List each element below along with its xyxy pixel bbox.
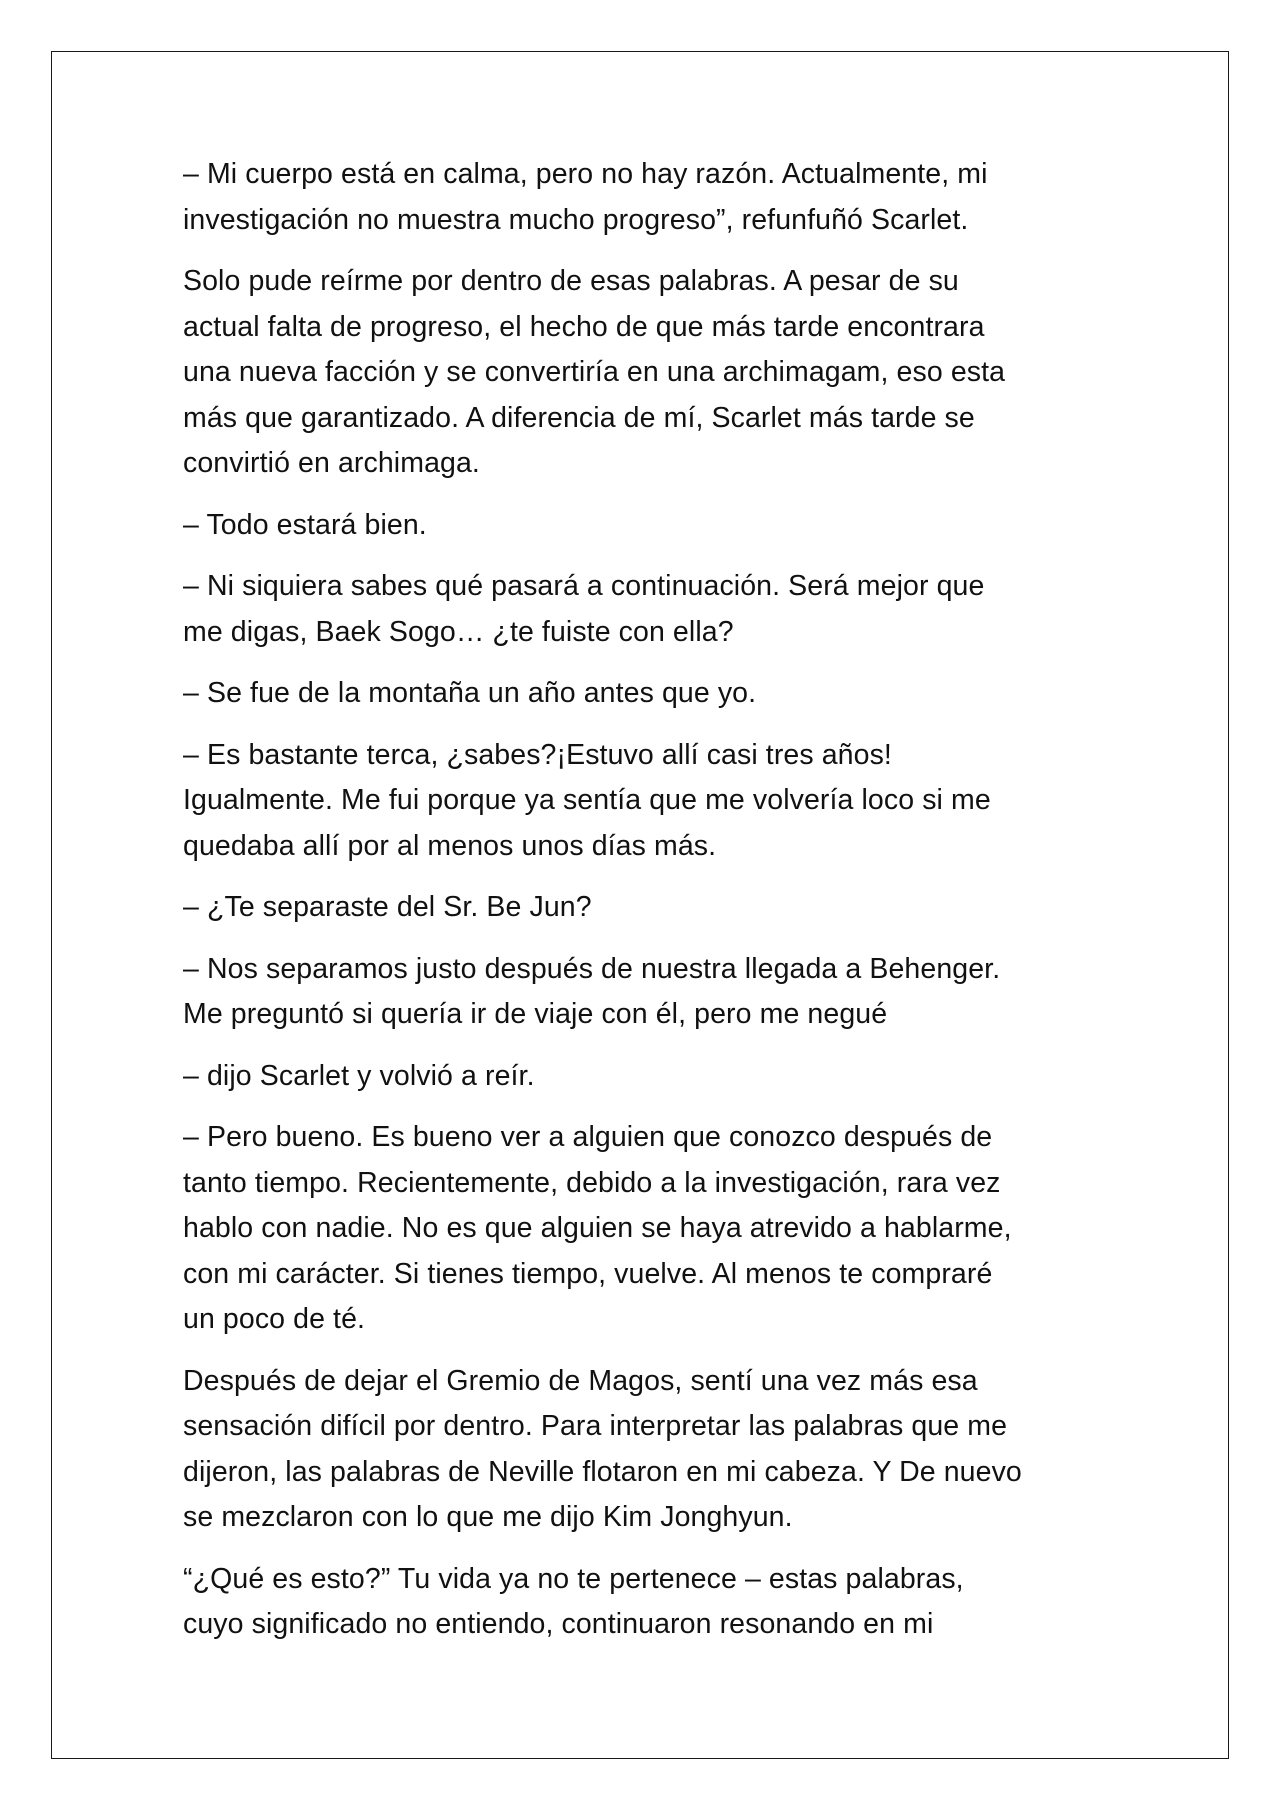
paragraph: – Mi cuerpo está en calma, pero no hay razón. Actualmente, mi investigación no muestra mucho progreso”, refunfuñó Scarlet. — [183, 158, 988, 236]
paragraph: – Todo estará bien. — [183, 508, 427, 541]
document-text-body — [183, 152, 1113, 1664]
paragraph: – Ni siquiera sabes qué pasará a continuación. Será mejor que me digas, Baek Sogo… ¿te fuiste con ella? — [183, 570, 985, 648]
paragraph: – Se fue de la montaña un año antes que yo. — [183, 677, 757, 709]
paragraph: – Es bastante terca, ¿sabes?¡Estuvo allí casi tres años! Igualmente. Me fui porque ya sentía que me volvería loco si me quedaba allí por al menos unos días más. — [183, 738, 991, 862]
paragraph: Después de dejar el Gremio de Magos, sentí una vez más esa sensación difícil por dentro. Para interpretar las palabras que me dijeron, las palabras de Neville flotaron en mi cabeza. Y De nuevo se mezclaron con lo que me dijo Kim Jonghyun. — [183, 1364, 1022, 1533]
paragraph: Solo pude reírme por dentro de esas palabras. A pesar de su actual falta de progreso, el hecho de que más tarde encontrara una nueva facción y se convertiría en una archimagam, eso esta más que garantizado. A diferencia de mí, Scarlet más tarde se convirtió en archimaga. — [183, 265, 1006, 479]
paragraph: – Nos separamos justo después de nuestra llegada a Behenger. Me preguntó si quería ir de viaje con él, pero me negué — [183, 952, 1001, 1030]
paragraph: – Pero bueno. Es bueno ver a alguien que conozco después de tanto tiempo. Recientemente, debido a la investigación, rara vez hablo con nadie. No es que alguien se haya atrevido a hablarme, con mi carácter. Si tienes tiempo, vuelve. Al menos te compraré un poco de té. — [183, 1121, 1012, 1335]
paragraph: “¿Qué es esto?” Tu vida ya no te pertenece – estas palabras, cuyo significado no entiendo, continuaron resonando en mi — [183, 1562, 964, 1640]
paragraph: – dijo Scarlet y volvió a reír. — [183, 1059, 535, 1092]
paragraph: – ¿Te separaste del Sr. Be Jun? — [183, 891, 592, 923]
